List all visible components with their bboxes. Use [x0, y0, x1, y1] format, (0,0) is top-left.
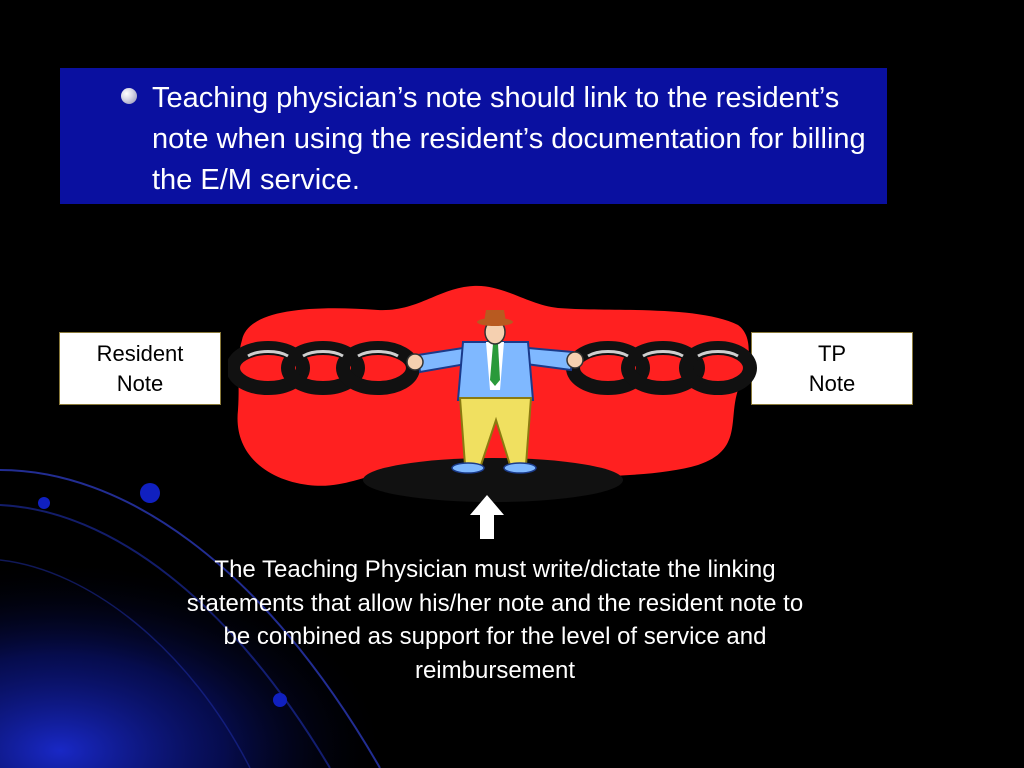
bullet-dot-icon [121, 88, 137, 104]
resident-note-line1: Resident [96, 340, 184, 366]
resident-note-line2: Note [116, 370, 164, 396]
up-arrow-icon [470, 495, 504, 539]
resident-note-box [59, 332, 221, 405]
bullet-text: Teaching physician’s note should link to the resident’s note when using the resident’s documentation for billing the E/M service. [152, 82, 866, 196]
chain-man-illustration [228, 280, 758, 505]
tp-note-line1: TP [817, 340, 847, 366]
tp-note-box [751, 332, 913, 405]
caption-text: The Teaching Physician must write/dictate the linking statements that allow his/her note and the resident note to be combined as support for the level of service and reimbursement [186, 556, 804, 684]
tp-note-line2: Note [808, 370, 856, 396]
